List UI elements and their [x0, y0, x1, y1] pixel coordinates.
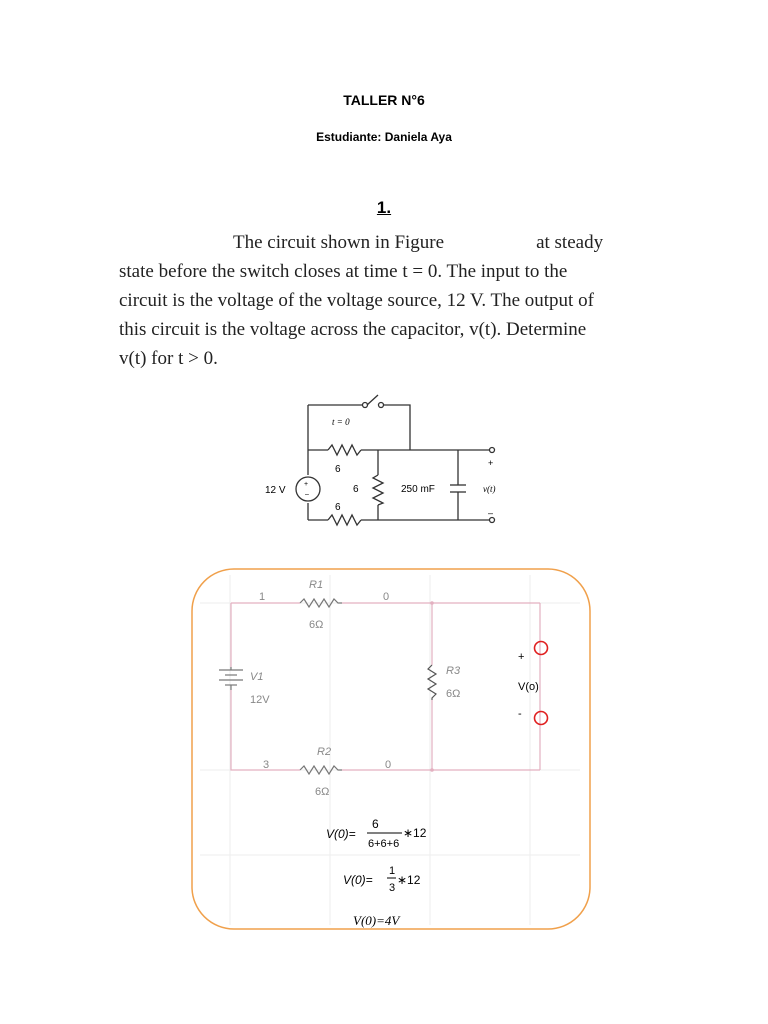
- schematic-wires: [231, 603, 540, 770]
- v1-value: 12V: [250, 694, 270, 706]
- node-0-bottom-label: 0: [385, 759, 392, 771]
- eq2-denominator: 3: [389, 882, 396, 894]
- eq2-lhs: V(0)=: [343, 873, 373, 887]
- output-terminal-minus: [535, 712, 548, 725]
- r-mid-label: 6: [353, 484, 359, 495]
- r-top-label: 6: [335, 464, 341, 475]
- equation-1: [326, 817, 427, 850]
- r2-value: 6Ω: [315, 786, 330, 798]
- source-minus: –: [305, 491, 309, 498]
- output-label: v(t): [483, 484, 496, 494]
- output-terminal-plus: [535, 642, 548, 655]
- problem-line-4: this circuit is the voltage across the capacitor, v(t). Determine: [119, 319, 587, 340]
- problem-line-1-a: The circuit shown in Figure: [233, 232, 445, 253]
- output-plus: +: [488, 458, 494, 468]
- v1-name: V1: [250, 671, 264, 683]
- document-title: TALLER N°6: [343, 92, 425, 108]
- problem-line-2: state before the switch closes at time t = 0. The input to the: [119, 261, 568, 282]
- r3-value: 6Ω: [446, 688, 461, 700]
- eq2-numerator: 1: [389, 865, 396, 877]
- problem-line-1-b: at steady: [536, 232, 604, 253]
- node-3-label: 3: [263, 759, 270, 771]
- eq1-numerator: 6: [372, 817, 379, 831]
- out-voltage-label: V(o): [518, 681, 539, 693]
- switch-label: t = 0: [332, 417, 350, 427]
- output-minus: –: [488, 508, 494, 518]
- node-0-top-label: 0: [383, 591, 390, 603]
- student-name: Estudiante: Daniela Aya: [316, 130, 452, 144]
- r1-value: 6Ω: [309, 619, 324, 631]
- problem-line-5: v(t) for t > 0.: [119, 348, 218, 369]
- r1-name: R1: [309, 579, 324, 591]
- source-label: 12 V: [265, 485, 286, 496]
- v1-battery: [219, 667, 243, 690]
- node-1-label: 1: [259, 591, 266, 603]
- equation-2: [343, 865, 421, 894]
- question-number: 1.: [376, 198, 392, 217]
- out-minus-label: -: [518, 708, 522, 720]
- r2-name: R2: [317, 746, 332, 758]
- r-bottom-label: 6: [335, 502, 341, 513]
- eq1-tail: ∗12: [403, 826, 427, 840]
- capacitor-label: 250 mF: [401, 484, 435, 495]
- eq2-tail: ∗12: [397, 873, 421, 887]
- equation-3: V(0)=4V: [353, 913, 400, 928]
- eq1-lhs: V(0)=: [326, 827, 356, 841]
- r3-name: R3: [446, 665, 461, 677]
- eq1-denominator: 6+6+6: [368, 838, 400, 850]
- problem-line-3: circuit is the voltage of the voltage source, 12 V. The output of: [119, 290, 594, 311]
- out-plus-label: +: [518, 651, 525, 663]
- source-plus: +: [304, 481, 309, 488]
- r3-resistor: [428, 665, 436, 700]
